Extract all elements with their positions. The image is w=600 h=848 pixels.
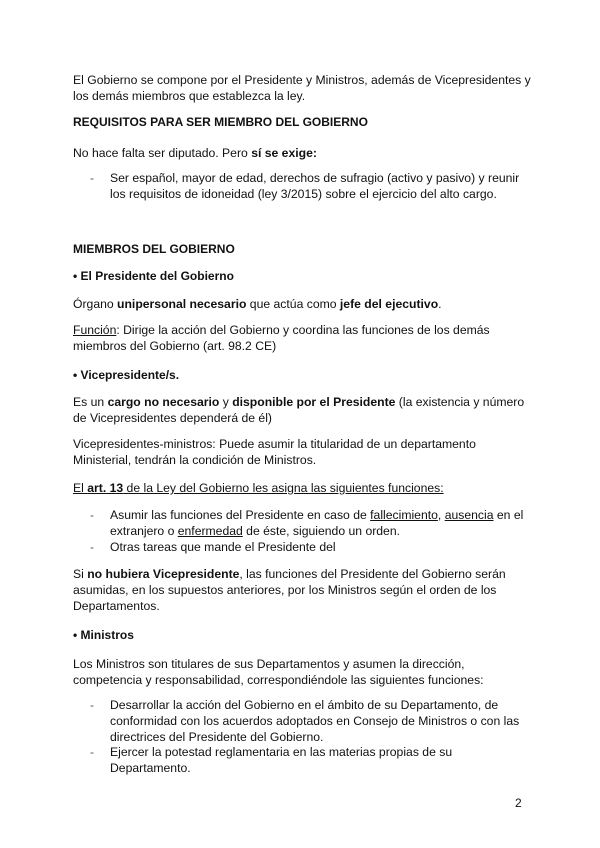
article-13-paragraph: El art. 13 de la Ley del Gobierno les asigna las siguientes funciones:	[73, 481, 444, 495]
list-dash: -	[90, 508, 95, 522]
intro-paragraph: El Gobierno se compone por el Presidente y Ministros, además de Vicepresidentes y los demás miembros que establezca la ley.	[73, 73, 531, 103]
requirements-text: No hace falta ser diputado. Pero sí se exige:	[73, 146, 317, 160]
president-paragraph: Órgano unipersonal necesario que actúa como jefe del ejecutivo.	[73, 297, 442, 311]
document-page: El Gobierno se compone por el Presidente y Ministros, además de Vicepresidentes y los demás miembros que establezca la ley. REQUISITOS PARA SER MIEMBRO DEL GOBIERNO No hace falta ser diputado. Pero sí se exige: - Ser español, mayor de edad, derechos de sufragio (activo y pasivo) y reunir los requisitos de idoneidad (ley 3/2015) sobre el ejercicio del alto cargo. MIEMBROS DEL GOBIERNO • El Presidente del Gobierno Órgano unipersonal necesario que actúa como jefe del ejecutivo. Función: Dirige la acción del Gobierno y coordina las funciones de los demás miembros del Gobierno (art. 98.2 CE) • Vicepresidente/s. Es un cargo no necesario y disponible por el Presidente (la existencia y número de Vicepresidentes dependerá de él) Vicepresidentes-ministros: Puede asumir la titularidad de un departamento Ministerial, tendrán la condición de Ministros. El art. 13 de la Ley del Gobierno les asigna las siguientes funciones: - Asumir las funciones del Presidente en caso de fallecimiento, ausencia en el extranjero o enfermedad de éste, siguiendo un orden. - Otras tareas que mande el Presidente del Si no hubiera Vicepresidente, las funciones del Presidente del Gobierno serán asumidas, en los supuestos anteriores, por los Ministros según el orden de los Departamentos. • Ministros Los Ministros son titulares de sus Departamentos y asumen la dirección, competencia y responsabilidad, correspondiéndole las siguientes funciones: - Desarrollar la acción del Gobierno en el ámbito de su Departamento, de conformidad con los acuerdos adoptados en Consejo de Ministros o con las directrices del Presidente del Gobierno. - Ejercer la potestad reglamentaria en las materias propias de su Departamento. 2	[0, 0, 600, 848]
ministers-heading: • Ministros	[73, 628, 134, 642]
members-heading: MIEMBROS DEL GOBIERNO	[73, 242, 235, 256]
list-dash: -	[90, 171, 95, 185]
ministers-paragraph: Los Ministros son titulares de sus Departamentos y asumen la dirección, competencia y responsabilidad, correspondiéndole las siguientes funciones:	[73, 657, 484, 687]
requirements-heading: REQUISITOS PARA SER MIEMBRO DEL GOBIERNO	[73, 115, 368, 129]
list-dash: -	[90, 745, 95, 759]
vicepresident-ministers-paragraph: Vicepresidentes-ministros: Puede asumir la titularidad de un departamento Ministerial, tendrán la condición de Ministros.	[73, 437, 476, 467]
vicepresident-heading: • Vicepresidente/s.	[73, 368, 180, 382]
page-number: 2	[515, 796, 522, 810]
vicepresident-paragraph: Es un cargo no necesario y disponible por el Presidente (la existencia y número de Vicepresidentes dependerá de él)	[73, 395, 525, 425]
list-dash: -	[90, 540, 95, 554]
no-vicepresident-paragraph: Si no hubiera Vicepresidente, las funciones del Presidente del Gobierno serán asumidas, en los supuestos anteriores, por los Ministros según el orden de los Departamentos.	[73, 567, 506, 613]
list-dash: -	[90, 698, 95, 712]
president-heading: • El Presidente del Gobierno	[73, 269, 234, 283]
president-function: Función: Dirige la acción del Gobierno y coordina las funciones de los demás miembros del Gobierno (art. 98.2 CE)	[73, 323, 490, 353]
